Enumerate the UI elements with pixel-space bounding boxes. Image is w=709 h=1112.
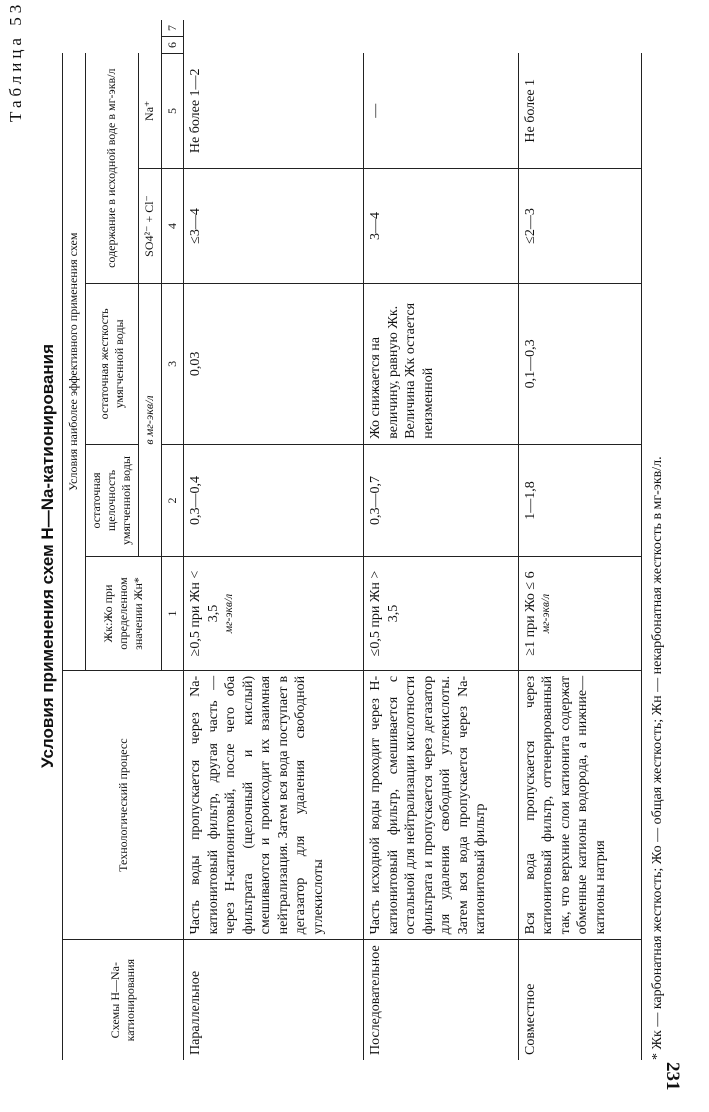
col-number: 6 bbox=[161, 37, 184, 54]
scheme-name: Совместное bbox=[518, 940, 641, 1060]
na-value: Не более 1—2 bbox=[184, 54, 364, 169]
alkalinity-value: 1—1,8 bbox=[518, 444, 641, 556]
table-title: Условия применения схем H—Na-катионирования bbox=[38, 343, 57, 769]
table-label: Таблица 53 bbox=[6, 0, 25, 122]
table-row bbox=[364, 20, 518, 1060]
ratio-value: ≤0,5 при Жн > 3,5 bbox=[368, 570, 401, 657]
scheme-name: Последовательное bbox=[364, 940, 518, 1060]
header-group: Условия наиболее эффективного применения схем bbox=[63, 54, 86, 671]
hardness-value: 0,03 bbox=[184, 283, 364, 444]
col-number: 5 bbox=[161, 54, 184, 169]
scheme-name: Параллельное bbox=[184, 940, 364, 1060]
footnote: * Жк — карбонатная жесткость; Жо — общая жесткость; Жн — некарбонатная жесткость в мг-экв/л. bbox=[650, 456, 665, 1060]
ratio-unit: мг-экв/л bbox=[223, 593, 236, 634]
hardness-value: 0,1—0,3 bbox=[518, 283, 641, 444]
table-row bbox=[184, 20, 364, 1060]
header-so4cl: SO4²⁻ + Cl⁻ bbox=[139, 169, 162, 284]
hardness-value: Жо снижается на величину, равную Жк. Величина Жк остается неизменной bbox=[364, 283, 518, 444]
so4cl-value: 3—4 bbox=[364, 169, 518, 284]
na-value: Не более 1 bbox=[518, 54, 641, 169]
header-na: Na⁺ bbox=[139, 54, 162, 169]
header-content: содержание в исходной воде в мг-экв/л bbox=[85, 54, 138, 284]
header-units: в мг-экв/л bbox=[139, 283, 162, 556]
process-text: Вся вода пропускается через катионитовый фильтр, оттенерированный так, что верхние слои катионита содержат обменные катионы водорода, а нижние—катионы натрия bbox=[518, 670, 641, 939]
ratio-cell bbox=[518, 557, 641, 671]
col-number: 1 bbox=[161, 557, 184, 671]
page-number: 231 bbox=[662, 1062, 683, 1091]
header-ratio: Жк:Жо при определенном значении Жн* bbox=[85, 557, 161, 671]
header-process: Технологический процесс bbox=[63, 670, 184, 939]
col-number: 3 bbox=[161, 283, 184, 444]
process-text: Часть исходной воды проходит через H-катионитовый фильтр, смешивается с остальной для нейтрализации кислотности фильтрата и пропускается через дегазатор для удаления свободной углекислоты. Затем вся вода пропускается через Na-катионитовый фильтр bbox=[364, 670, 518, 939]
ratio-value: ≥1 при Жо ≤ 6 bbox=[522, 571, 538, 656]
so4cl-value: ≤2—3 bbox=[518, 169, 641, 284]
header-alkalinity: остаточная щелочность умягченной воды bbox=[85, 444, 138, 556]
ratio-cell bbox=[364, 557, 518, 671]
ratio-value: ≥0,5 при Жн < 3,5 bbox=[188, 570, 221, 657]
header-hardness: остаточная жесткость умягченной воды bbox=[85, 283, 138, 444]
col-number: 7 bbox=[161, 20, 184, 37]
process-text: Часть воды пропускается через Na-катионитовый фильтр, другая часть — через H-катионитовый, после чего оба фильтрата (щелочный и кислый) смешиваются и происходит их взаимная нейтрализация. Затем вся вода поступает в дегазатор для удаления свободной углекислоты bbox=[184, 670, 364, 939]
header-scheme: Схемы H—Na-катионирования bbox=[63, 940, 184, 1060]
alkalinity-value: 0,3—0,7 bbox=[364, 444, 518, 556]
ratio-cell bbox=[184, 557, 364, 671]
col-number: 4 bbox=[161, 169, 184, 284]
table-row bbox=[518, 20, 641, 1060]
ratio-unit: мг-экв/л bbox=[540, 593, 553, 634]
alkalinity-value: 0,3—0,4 bbox=[184, 444, 364, 556]
so4cl-value: ≤3—4 bbox=[184, 169, 364, 284]
na-value: — bbox=[364, 54, 518, 169]
col-number: 2 bbox=[161, 444, 184, 556]
conditions-table bbox=[62, 20, 642, 1060]
